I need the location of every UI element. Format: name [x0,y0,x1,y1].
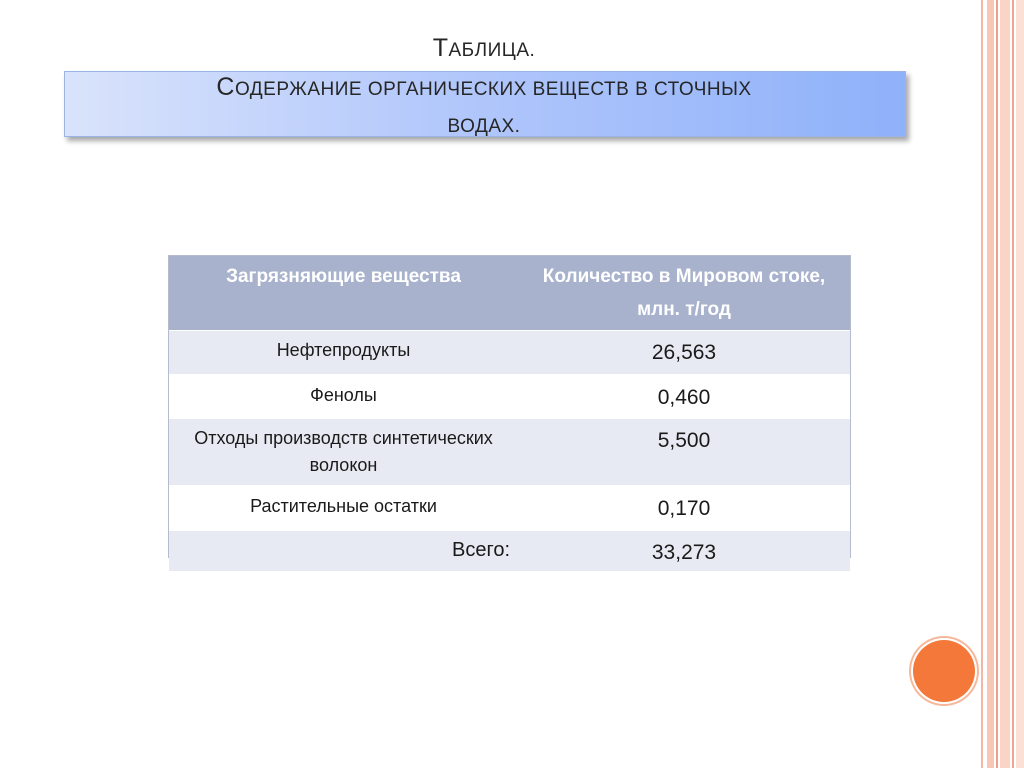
table-total-row [169,530,850,571]
pollutants-table [169,256,850,571]
amount-cell: 26,563 [518,331,850,376]
title-line-3 [64,108,904,145]
total-label-cell: Всего: [169,530,518,571]
table-row [169,418,850,486]
decorative-stripe [987,0,994,768]
amount-cell: 5,500 [518,418,850,486]
table-row [169,331,850,376]
table-row [169,486,850,530]
amount-cell: 0,460 [518,375,850,418]
table-header-row [169,256,850,331]
title-text: ОДЕРЖАНИЕ ОРГАНИЧЕСКИХ ВЕЩЕСТВ В СТОЧНЫХ [234,79,752,100]
table-row [169,375,850,418]
title-initial: С [216,73,235,101]
title-initial: Т [432,34,449,62]
decorative-stripe [996,0,998,768]
substance-cell: Нефтепродукты [169,331,518,376]
total-value-cell: 33,273 [518,530,850,571]
amount-cell: 0,170 [518,486,850,530]
substance-cell: Растительные остатки [169,486,518,530]
title-text: АБЛИЦА. [448,40,536,61]
decorative-stripe [1016,0,1024,768]
data-table [168,255,851,564]
column-header-substance: Загрязняющие вещества [169,256,518,331]
decorative-circle [913,640,975,702]
title-line-2 [64,69,904,108]
decorative-stripe [981,0,983,768]
substance-cell: Отходы производств синтетических волокон [169,418,518,486]
decorative-stripe [1000,0,1010,768]
slide-title [64,30,904,145]
substance-cell: Фенолы [169,375,518,418]
title-text: ВОДАХ. [447,116,521,137]
column-header-amount: Количество в Мировом стоке, млн. т/год [518,256,850,331]
title-line-1 [64,30,904,69]
decorative-stripe [1012,0,1014,768]
